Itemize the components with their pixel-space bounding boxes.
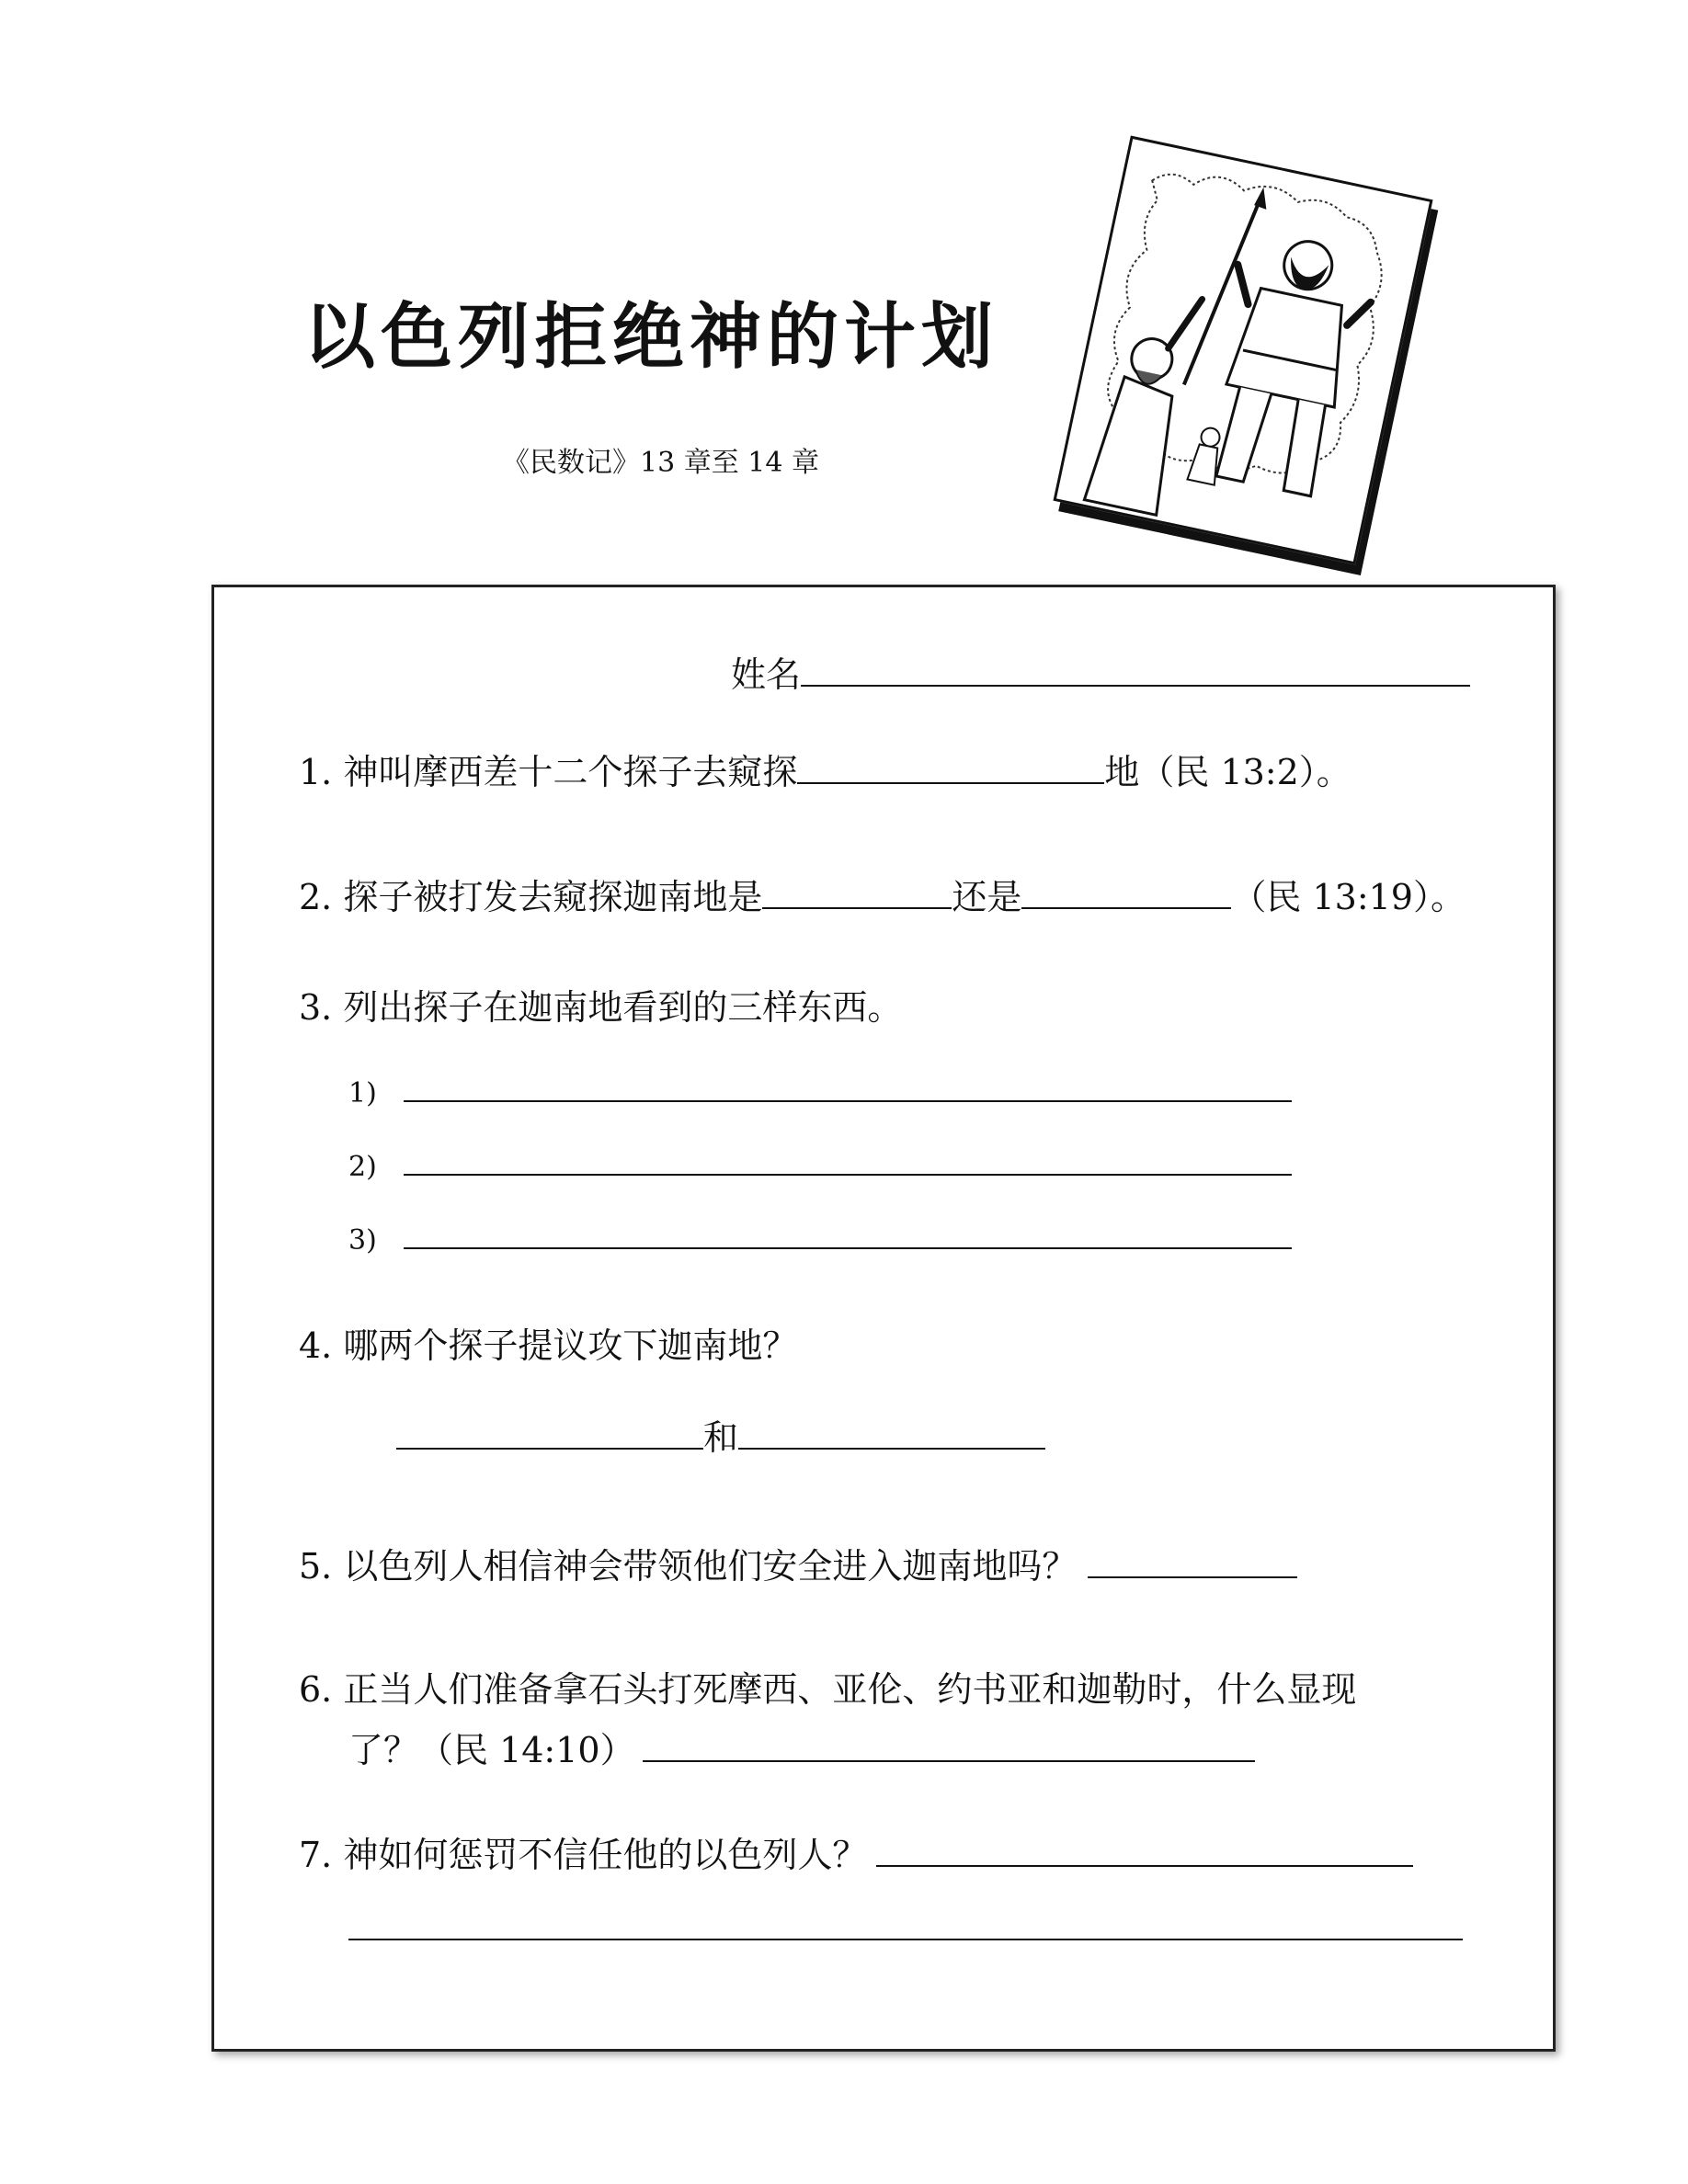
list-item: 3) [348, 1225, 1292, 1255]
answer-2a-input[interactable] [762, 880, 952, 909]
spies-illustration-icon [1053, 136, 1432, 565]
answer-3-1-input[interactable] [404, 1078, 1292, 1102]
page-title: 以色列拒绝神的计划 [303, 296, 999, 379]
answer-1-input[interactable] [797, 755, 1104, 784]
question-5: 5. 以色列人相信神会带领他们安全进入迦南地吗？ [299, 1549, 1297, 1584]
answer-2b-input[interactable] [1021, 880, 1231, 909]
question-6-cont: 了？（民 14:10） [348, 1733, 1255, 1768]
answer-4a-input[interactable] [396, 1420, 703, 1450]
question-3: 3. 列出探子在迦南地看到的三样东西。 [299, 987, 903, 1028]
answer-4b-input[interactable] [738, 1420, 1045, 1450]
question-7: 7. 神如何惩罚不信任他的以色列人？ [299, 1837, 1413, 1872]
answer-3-2-input[interactable] [404, 1152, 1292, 1176]
question-4: 4. 哪两个探子提议攻下迦南地？ [299, 1325, 798, 1366]
scripture-reference: 《民数记》13 章至 14 章 [502, 447, 819, 479]
answer-3-3-input[interactable] [404, 1225, 1292, 1249]
answer-7-input[interactable] [876, 1837, 1413, 1867]
worksheet-box [211, 585, 1556, 2052]
name-input[interactable] [801, 657, 1470, 687]
name-label: 姓名 [731, 654, 802, 695]
name-field [731, 654, 1470, 695]
answer-7-extra-row [348, 1911, 1463, 1946]
list-item: 2) [348, 1152, 1292, 1181]
list-item: 1) [348, 1078, 1292, 1108]
question-1: 1. 神叫摩西差十二个探子去窥探 地（民 13:2）。 [299, 752, 1352, 792]
answer-5-input[interactable] [1088, 1549, 1297, 1578]
answer-7b-input[interactable] [348, 1911, 1463, 1940]
answer-6-input[interactable] [643, 1733, 1255, 1762]
answer-4-row: 和 [396, 1420, 1045, 1455]
question-2: 2. 探子被打发去窥探迦南地是 还是 （民 13:19）。 [299, 877, 1466, 917]
question-6: 6. 正当人们准备拿石头打死摩西、亚伦、约书亚和迦勒时，什么显现 [299, 1669, 1357, 1710]
